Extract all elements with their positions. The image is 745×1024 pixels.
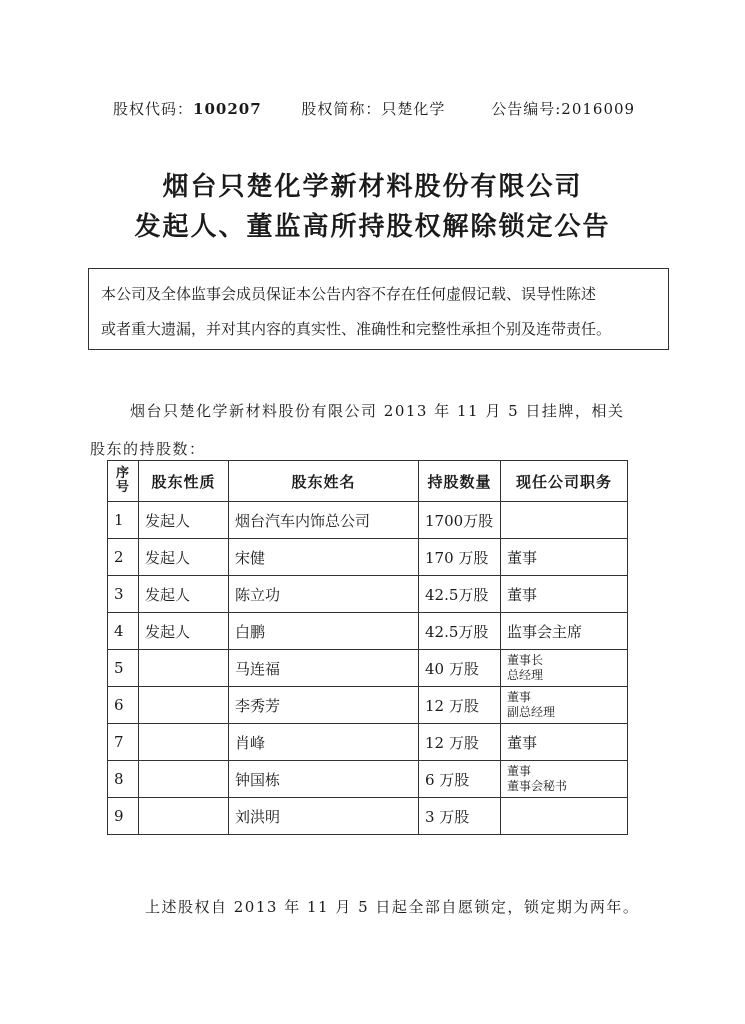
cell-shares: 12 万股	[419, 687, 501, 724]
stock-code-label: 股权代码：	[113, 100, 194, 118]
table-row	[108, 576, 628, 613]
header-seq: 序 号	[108, 461, 139, 502]
cell-nature	[139, 761, 229, 798]
shareholding-table	[107, 460, 628, 835]
cell-seq: 4	[108, 613, 139, 650]
statement-line-2: 或者重大遗漏，并对其内容的真实性、准确性和完整性承担个别及连带责任。	[101, 320, 612, 338]
header-position: 现任公司职务	[501, 461, 628, 502]
cell-position: 董事 董事会秘书	[501, 761, 628, 798]
stock-code: 100207	[193, 100, 262, 118]
cell-nature: 发起人	[139, 576, 229, 613]
cell-seq: 6	[108, 687, 139, 724]
statement-line-1: 本公司及全体监事会成员保证本公告内容不存在任何虚假记载、误导性陈述	[101, 285, 597, 303]
cell-position: 董事	[501, 539, 628, 576]
cell-nature	[139, 687, 229, 724]
intro-paragraph	[90, 392, 650, 468]
cell-name: 陈立功	[229, 576, 419, 613]
cell-seq: 7	[108, 724, 139, 761]
cell-nature: 发起人	[139, 502, 229, 539]
cell-seq: 2	[108, 539, 139, 576]
cell-shares: 12 万股	[419, 724, 501, 761]
cell-shares: 40 万股	[419, 650, 501, 687]
cell-seq: 9	[108, 798, 139, 835]
stock-short-name: 股权简称：只楚化学	[301, 100, 446, 118]
table-row	[108, 502, 628, 539]
table-row	[108, 761, 628, 798]
cell-name: 烟台汽车内饰总公司	[229, 502, 419, 539]
cell-seq: 1	[108, 502, 139, 539]
table-row	[108, 650, 628, 687]
cell-position: 董事	[501, 724, 628, 761]
lockup-statement: 上述股权自 2013 年 11 月 5 日起全部自愿锁定，锁定期为两年。	[145, 898, 640, 916]
cell-shares: 42.5万股	[419, 613, 501, 650]
cell-name: 钟国栋	[229, 761, 419, 798]
cell-seq: 3	[108, 576, 139, 613]
table-row	[108, 613, 628, 650]
cell-name: 马连福	[229, 650, 419, 687]
cell-position	[501, 502, 628, 539]
cell-shares: 3 万股	[419, 798, 501, 835]
cell-name: 肖峰	[229, 724, 419, 761]
cell-position: 监事会主席	[501, 613, 628, 650]
cell-name: 白鹏	[229, 613, 419, 650]
table-row	[108, 724, 628, 761]
cell-shares: 170 万股	[419, 539, 501, 576]
cell-name: 李秀芳	[229, 687, 419, 724]
announcement-header	[113, 98, 635, 119]
cell-nature: 发起人	[139, 539, 229, 576]
header-name: 股东姓名	[229, 461, 419, 502]
cell-shares: 6 万股	[419, 761, 501, 798]
table-row	[108, 798, 628, 835]
notice-number: 公告编号:2016009	[491, 100, 636, 118]
cell-position: 董事 副总经理	[501, 687, 628, 724]
cell-name: 宋健	[229, 539, 419, 576]
cell-shares: 42.5万股	[419, 576, 501, 613]
guarantee-statement-box	[88, 268, 669, 350]
cell-position	[501, 798, 628, 835]
cell-nature: 发起人	[139, 613, 229, 650]
announcement-title: 发起人、董监高所持股权解除锁定公告	[134, 212, 611, 242]
cell-seq: 8	[108, 761, 139, 798]
company-title: 烟台只楚化学新材料股份有限公司	[162, 172, 583, 202]
cell-nature	[139, 724, 229, 761]
table-row	[108, 687, 628, 724]
cell-shares: 1700万股	[419, 502, 501, 539]
cell-seq: 5	[108, 650, 139, 687]
cell-nature	[139, 650, 229, 687]
cell-position: 董事	[501, 576, 628, 613]
header-nature: 股东性质	[139, 461, 229, 502]
cell-nature	[139, 798, 229, 835]
intro-line-1: 烟台只楚化学新材料股份有限公司 2013 年 11 月 5 日挂牌，相关	[130, 402, 625, 420]
cell-name: 刘洪明	[229, 798, 419, 835]
intro-line-2: 股东的持股数：	[90, 440, 206, 458]
cell-position: 董事长 总经理	[501, 650, 628, 687]
table-row	[108, 539, 628, 576]
table-header-row	[108, 461, 628, 502]
header-shares: 持股数量	[419, 461, 501, 502]
